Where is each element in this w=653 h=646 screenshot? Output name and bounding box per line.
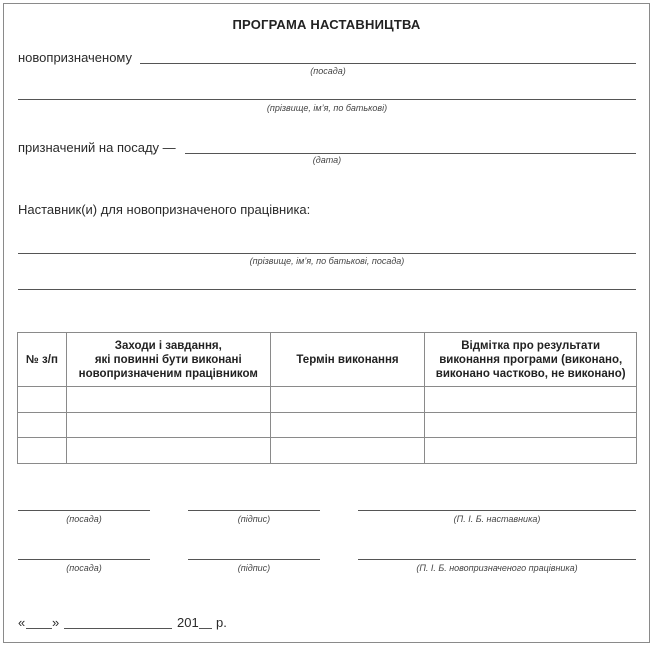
table-cell[interactable]	[270, 412, 425, 438]
table-cell[interactable]	[270, 387, 425, 413]
table-header-row	[18, 333, 637, 387]
mentor-line-2[interactable]	[18, 289, 636, 290]
date-day-line[interactable]	[26, 628, 52, 629]
newcomer-label: новопризначеному	[18, 50, 133, 65]
newcomer-name-caption: (П. І. Б. новопризначеного працівника)	[416, 563, 578, 573]
table-cell[interactable]	[66, 438, 270, 464]
header-result: Відмітка про результати виконання програми (виконано, виконано частково, не виконано)	[425, 333, 637, 387]
signature-position-caption: (посада)	[66, 514, 102, 524]
signature-sign-line[interactable]	[188, 510, 320, 511]
signature-position-line[interactable]	[18, 510, 150, 511]
mentor-caption: (прізвище, ім’я, по батькові, посада)	[249, 256, 405, 266]
newcomer-name-line[interactable]	[18, 99, 636, 100]
table-cell[interactable]	[270, 438, 425, 464]
table-cell[interactable]	[18, 438, 67, 464]
signature-sign-line[interactable]	[188, 559, 320, 560]
table-cell[interactable]	[18, 387, 67, 413]
table-row	[18, 412, 637, 438]
date-year-line[interactable]	[199, 628, 212, 629]
table-cell[interactable]	[66, 412, 270, 438]
table-cell[interactable]	[66, 387, 270, 413]
mentor-line-1[interactable]	[18, 253, 636, 254]
header-number: № з/п	[18, 333, 67, 387]
name-caption: (прізвище, ім’я, по батькові)	[266, 103, 388, 113]
table-cell[interactable]	[425, 387, 637, 413]
date-year-suffix: р.	[216, 615, 227, 630]
table-cell[interactable]	[425, 412, 637, 438]
date-close-quote: »	[52, 615, 60, 630]
signature-position-caption: (посада)	[66, 563, 102, 573]
table-cell[interactable]	[425, 438, 637, 464]
newcomer-position-line[interactable]	[140, 63, 636, 64]
document-title: ПРОГРАМА НАСТАВНИЦТВА	[232, 17, 421, 32]
signature-sign-caption: (підпис)	[237, 514, 271, 524]
position-caption: (посада)	[310, 66, 346, 76]
appointed-date-line[interactable]	[185, 153, 636, 154]
signature-name-line[interactable]	[358, 510, 636, 511]
table-row	[18, 438, 637, 464]
date-open-quote: «	[18, 615, 26, 630]
mentor-label: Наставник(и) для новопризначеного працівника:	[18, 202, 311, 217]
mentor-name-caption: (П. І. Б. наставника)	[453, 514, 541, 524]
table-cell[interactable]	[18, 412, 67, 438]
program-table	[17, 332, 637, 464]
appointed-label: призначений на посаду —	[18, 140, 176, 155]
signature-sign-caption: (підпис)	[237, 563, 271, 573]
date-month-line[interactable]	[64, 628, 172, 629]
date-year-prefix: 201	[177, 615, 199, 630]
header-tasks: Заходи і завдання, які повинні бути виконані новопризначеним працівником	[66, 333, 270, 387]
header-deadline: Термін виконання	[270, 333, 425, 387]
date-caption: (дата)	[312, 155, 342, 165]
signature-name-line[interactable]	[358, 559, 636, 560]
table-row	[18, 387, 637, 413]
signature-position-line[interactable]	[18, 559, 150, 560]
